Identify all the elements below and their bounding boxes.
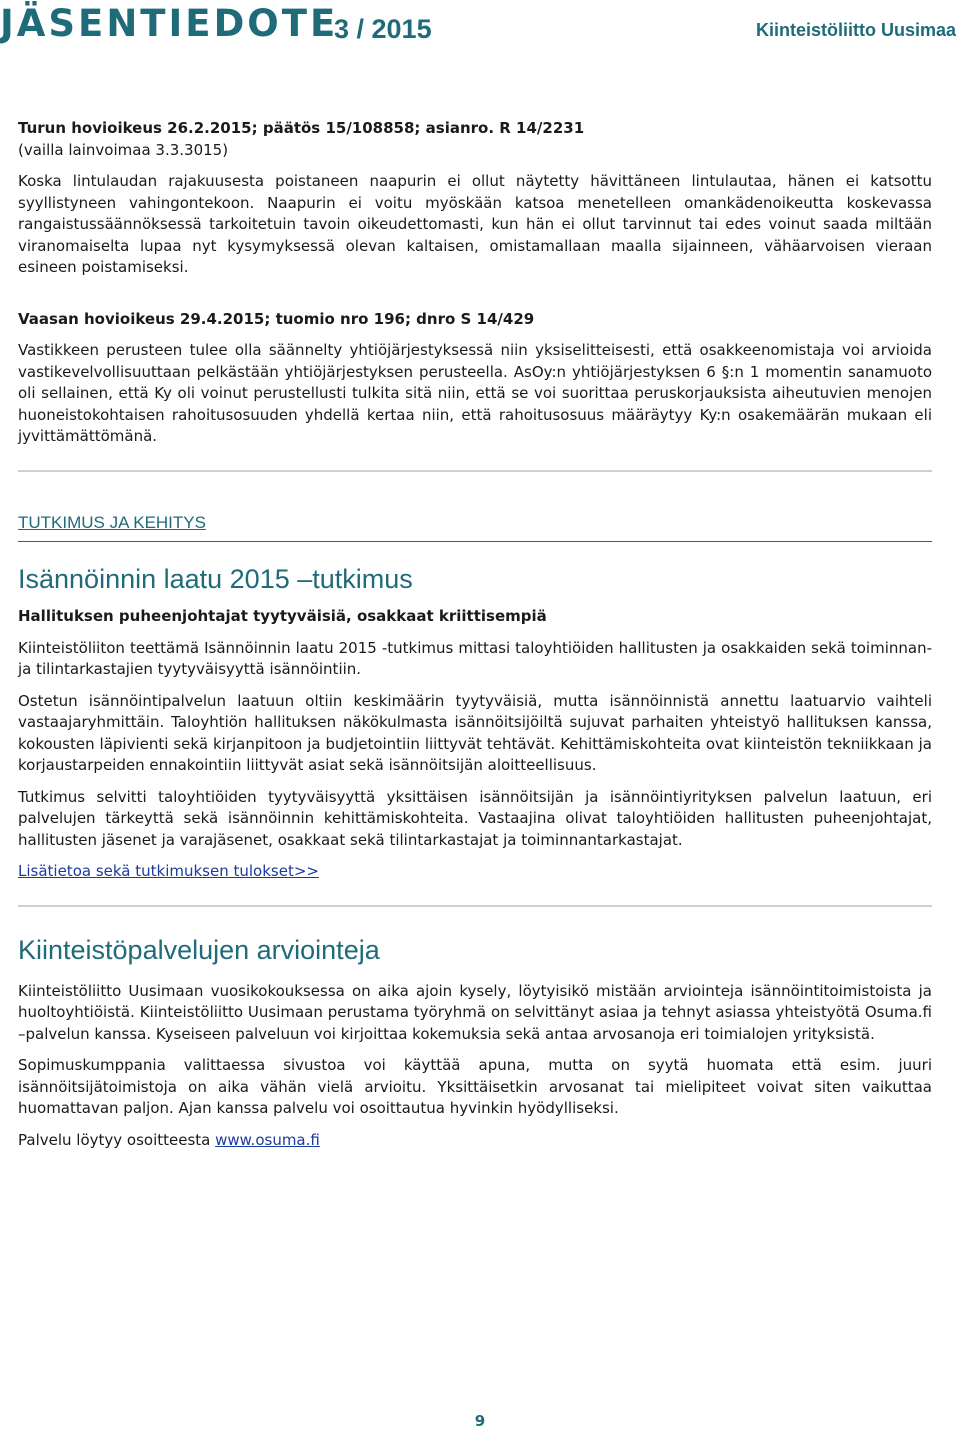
case2-heading: Vaasan hovioikeus 29.4.2015; tuomio nro 196; dnro S 14/429 <box>18 309 535 328</box>
services-link-prefix: Palvelu löytyy osoitteesta <box>18 1130 216 1149</box>
research-paragraph-3: Tutkimus selvitti taloyhtiöiden tyytyväisyyttä yksittäisen isännöitsijän ja isännöintiyrityksen palvelun laatuun, eri palvelujen tärkeyttä sekä isännöinnin kehittämiskohteita. Vastaajina olivat taloyhtiöiden hallitusten puheenjohtajat, hallitusten jäsenet ja varajäsenet, osakkaat sekä tilintarkastajat ja toiminnantarkastajat. <box>18 787 932 849</box>
masthead <box>0 0 960 60</box>
research-paragraph-1: Kiinteistöliiton teettämä Isännöinnin laatu 2015 -tutkimus mittasi taloyhtiöiden hallitusten ja osakkaiden sekä toiminnan- ja tilintarkastajien tyytyväisyyttä isännöintiin. <box>18 638 932 678</box>
case1-heading-text: Turun hovioikeus 26.2.2015; päätös 15/108858; asianro. R 14/2231 <box>18 119 585 137</box>
case1-heading-note: (vailla lainvoimaa 3.3.3015) <box>18 140 229 159</box>
organization-name: Kiinteistöliitto Uusimaa <box>755 20 956 40</box>
services-title: Kiinteistöpalvelujen arviointeja <box>18 934 380 965</box>
case2-body: Vastikkeen perusteen tulee olla säännelty yhtiöjärjestyksessä niin yksiselitteisesti, että osakkeenomistaja voi arvioida vastikevelvollisuuttaan pelkästään yhtiöjärjestyksen perusteella. AsOy:n yhtiöjärjestyksen 6 §:n 1 momentin sanamuoto oli sellainen, että Ky oli voinut perustellusti tulkita sitä niin, että se voi suorittaa peruskorjauksista aiheutuvien menojen huoneistokohtaisen rahoitusosuuden yhdellä kertaa niin, että rahoitusosuus määräytyy Ky:n osakemäärän mukaan eli jyvittämättömänä. <box>18 341 932 445</box>
research-subtitle: Hallituksen puheenjohtajat tyytyväisiä, osakkaat kriittisempiä <box>18 607 547 625</box>
newsletter-logo: JÄSENTIEDOTE <box>0 2 339 45</box>
research-paragraph-2: Ostetun isännöintipalvelun laatuun oltiin keskimäärin tyytyväisiä, mutta isännöinnistä annettu laatuarvio vaihteli vastaajaryhmittäin. Taloyhtiön hallituksen näkökulmasta isännöitsijöiltä sujuvat parhaiten yhteistyö hallituksen kanssa, kokousten läpivienti sekä kirjanpitoon ja budjetointiin liittyvät tehtävät. Kehittämiskohteita ovat kiinteistön tekniikkaan ja korjaustarpeiden ennakointiin liittyvät asiat sekä isännöitsijän aloitteellisuus. <box>18 691 932 774</box>
case1-body: Koska lintulaudan rajakuusesta poistaneen naapurin ei ollut näytetty hävittäneen lintulautaa, hänen ei katsottu syyllistyneen vahingontekoon. Naapurin ei voitu myöskään katsoa menetelleen omankädenoikeutta koskevassa rangaistussäännöksessä tarkoitetuin tavoin oikeudettomasti, kun hän ei ollut tarvinnut tai edes voinut saada miltään viranomaiselta lupaa nyt kysymyksessä olevan kaltaisen, omistamallaan maalla sijainneen, vähäarvoisen vieraan esineen poistamiseksi. <box>18 172 932 276</box>
page-number: 9 <box>474 1412 486 1430</box>
services-paragraph-1: Kiinteistöliitto Uusimaan vuosikokouksessa on aika ajoin kysely, löytyisikö mistään arviointeja isännöintitoimistoista ja huoltoyhtiöistä. Kiinteistöliitto Uusimaan perustama työryhmä on selvittänyt asiaa ja tehnyt asiassa yhteistyötä Osuma.fi –palvelun kanssa. Kyseiseen palveluun voi kirjoittaa kokemuksia sekä antaa arvosanoja eri toimialojen yrityksistä. <box>18 981 932 1043</box>
research-title: Isännöinnin laatu 2015 –tutkimus <box>18 564 413 594</box>
article-content <box>18 118 932 1151</box>
case1-heading <box>18 118 932 161</box>
services-paragraph-2: Sopimuskumppania valittaessa sivustoa voi käyttää apuna, mutta on syytä huomata että esim. juuri isännöitsijätoimistoja on aika vähän vielä arvioitu. Yksittäisetkin arvosanat tai mielipiteet voivat siten vaikuttaa huomattavan paljon. Ajan kanssa palvelu voi osoittautua hyvinkin hyödylliseksi. <box>18 1056 932 1117</box>
issue-number: 3 / 2015 <box>334 14 432 44</box>
osuma-link[interactable]: www.osuma.fi <box>215 1130 320 1149</box>
section-kicker: TUTKIMUS JA KEHITYS <box>18 512 206 532</box>
research-results-link[interactable]: Lisätietoa sekä tutkimuksen tulokset>> <box>18 862 319 880</box>
services-paragraph-3 <box>18 1130 932 1152</box>
